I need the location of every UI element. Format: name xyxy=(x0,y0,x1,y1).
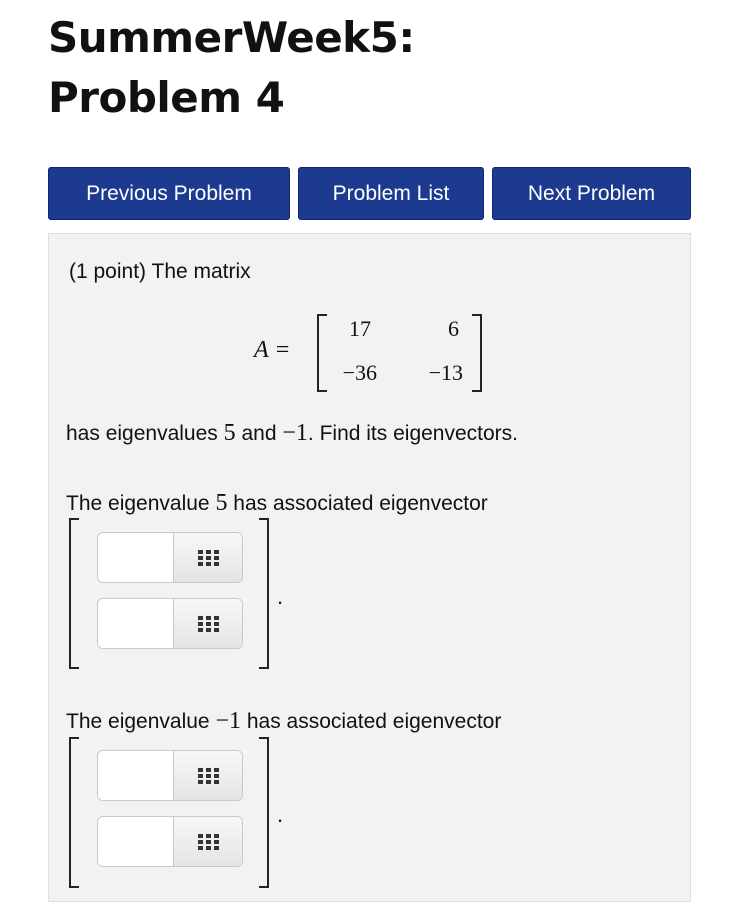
problem-panel xyxy=(48,233,691,902)
vector1-bracket-right xyxy=(259,518,269,669)
q1-suffix: has associated eigenvector xyxy=(233,492,488,515)
matrix-label: A = xyxy=(254,337,291,363)
matrix-cell-0-0: 17 xyxy=(349,316,371,341)
grid-icon xyxy=(198,550,220,566)
q1-value: 5 xyxy=(215,490,228,516)
v2-entry2-group xyxy=(97,816,243,867)
sentence-part1: has eigenvalues xyxy=(66,422,218,445)
v1-entry2-matrix-button[interactable] xyxy=(173,599,243,648)
vector2-bracket-left xyxy=(69,737,79,888)
vector2-bracket-right xyxy=(259,737,269,888)
problem-list-button[interactable]: Problem List xyxy=(298,167,484,220)
eigenvalue-sentence xyxy=(66,420,518,447)
next-problem-button[interactable]: Next Problem xyxy=(492,167,691,220)
matrix-cell-1-1: −13 xyxy=(428,360,463,385)
sentence-and: and xyxy=(241,422,277,445)
q2-prefix: The eigenvalue xyxy=(66,710,210,733)
page-title-line1: SummerWeek5: xyxy=(48,13,415,62)
eigenvalue-1: 5 xyxy=(223,420,236,446)
vector1-bracket-left xyxy=(69,518,79,669)
matrix-cell-1-0: −36 xyxy=(342,360,377,385)
problem-intro: (1 point) The matrix xyxy=(69,260,251,283)
q1-prefix: The eigenvalue xyxy=(66,492,210,515)
v1-entry2-input[interactable] xyxy=(98,599,173,648)
q2-value: −1 xyxy=(215,708,241,734)
sentence-part2: . Find its eigenvectors. xyxy=(307,422,518,445)
grid-icon xyxy=(198,616,220,632)
q2-suffix: has associated eigenvector xyxy=(246,710,502,733)
question-1-label xyxy=(66,490,488,517)
grid-icon xyxy=(198,834,220,850)
v2-entry1-group xyxy=(97,750,243,801)
v1-entry2-group xyxy=(97,598,243,649)
previous-problem-button[interactable]: Previous Problem xyxy=(48,167,290,220)
v2-entry2-input[interactable] xyxy=(98,817,173,866)
v1-entry1-group xyxy=(97,532,243,583)
vector2-period: . xyxy=(277,802,284,827)
matrix-cell-0-1: 6 xyxy=(448,316,459,341)
grid-icon xyxy=(198,768,220,784)
v2-entry1-input[interactable] xyxy=(98,751,173,800)
page-title-line2: Problem 4 xyxy=(48,73,285,122)
eigenvalue-2: −1 xyxy=(282,420,308,446)
v2-entry1-matrix-button[interactable] xyxy=(173,751,243,800)
page-title xyxy=(48,8,415,128)
matrix-bracket-right xyxy=(472,314,482,392)
v1-entry1-matrix-button[interactable] xyxy=(173,533,243,582)
v2-entry2-matrix-button[interactable] xyxy=(173,817,243,866)
question-2-label xyxy=(66,708,501,735)
vector1-period: . xyxy=(277,584,284,609)
v1-entry1-input[interactable] xyxy=(98,533,173,582)
